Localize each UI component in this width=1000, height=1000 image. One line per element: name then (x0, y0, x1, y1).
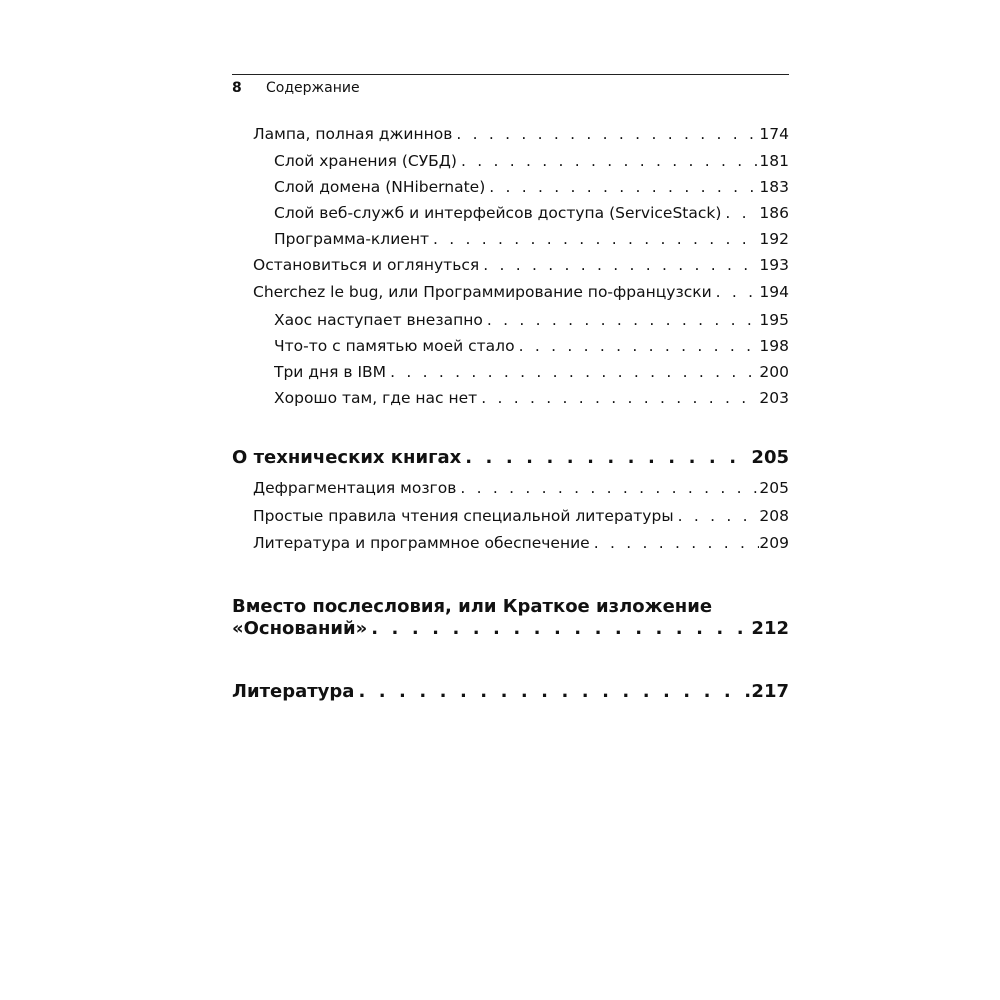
toc-entry-title: Остановиться и оглянуться (253, 256, 480, 274)
page-number: 8 (232, 80, 242, 96)
dot-leader (712, 283, 760, 301)
toc-entry-page: 203 (759, 389, 789, 407)
toc-entry-title: Дефрагментация мозгов (253, 479, 457, 497)
toc-entry[interactable] (274, 230, 789, 248)
toc-entry-page: 205 (759, 479, 789, 497)
dot-leader (386, 363, 759, 381)
dot-leader (515, 337, 760, 355)
toc-entry-page: 208 (759, 507, 789, 525)
toc-entry-page: 186 (759, 204, 789, 222)
toc-entry-page: 183 (759, 178, 789, 196)
toc-entry-title: Хорошо там, где нас нет (274, 389, 478, 407)
dot-leader (479, 256, 759, 274)
toc-entry-page: 174 (759, 125, 789, 143)
toc-chapter-page: 212 (751, 618, 789, 639)
running-title: Содержание (266, 80, 360, 96)
toc-entry-title: Хаос наступает внезапно (274, 311, 483, 329)
toc-chapter-title: Литература (232, 681, 355, 702)
toc-entry-page: 209 (759, 534, 789, 552)
toc-entry[interactable] (253, 125, 789, 143)
dot-leader (483, 311, 760, 329)
dot-leader (461, 447, 751, 468)
dot-leader (590, 534, 760, 552)
toc-entry[interactable] (253, 479, 789, 497)
toc-entry-page: 198 (759, 337, 789, 355)
dot-leader (674, 507, 760, 525)
toc-entry-page: 194 (759, 283, 789, 301)
toc-entry-page: 193 (759, 256, 789, 274)
toc-chapter-page: 205 (751, 447, 789, 468)
toc-entry[interactable] (253, 283, 789, 301)
running-header (232, 74, 789, 96)
dot-leader (456, 479, 759, 497)
toc-chapter-page: 217 (751, 681, 789, 702)
toc-entry-page: 181 (759, 152, 789, 170)
dot-leader (485, 178, 759, 196)
toc-entry[interactable] (274, 311, 789, 329)
toc-entry[interactable] (253, 256, 789, 274)
toc-chapter-title: О технических книгах (232, 447, 462, 468)
toc-entry[interactable] (274, 152, 789, 170)
toc-entry[interactable] (274, 389, 789, 407)
dot-leader (367, 618, 751, 639)
toc-entry[interactable] (274, 363, 789, 381)
dot-leader (477, 389, 759, 407)
toc-entry[interactable] (274, 178, 789, 196)
toc-entry[interactable] (274, 204, 789, 222)
toc-entry-title: Слой веб-служб и интерфейсов доступа (ServiceStack) (274, 204, 722, 222)
toc-entry-title: Простые правила чтения специальной литературы (253, 507, 674, 525)
dot-leader (452, 125, 759, 143)
dot-leader (429, 230, 759, 248)
toc-chapter-title: «Оснований» (232, 618, 368, 639)
toc-chapter-title-line1[interactable]: Вместо послесловия, или Краткое изложение (232, 596, 713, 617)
dot-leader (721, 204, 759, 222)
toc-entry[interactable] (253, 507, 789, 525)
toc-entry-page: 192 (759, 230, 789, 248)
toc-entry-title: Лампа, полная джиннов (253, 125, 453, 143)
toc-entry-page: 195 (759, 311, 789, 329)
toc-entry[interactable] (253, 534, 789, 552)
toc-entry-title: Литература и программное обеспечение (253, 534, 590, 552)
toc-entry-title: Cherchez le bug, или Программирование по-французски (253, 283, 712, 301)
toc-chapter[interactable] (232, 681, 789, 702)
toc-entry[interactable] (274, 337, 789, 355)
toc-chapter[interactable] (232, 618, 789, 639)
dot-leader (354, 681, 751, 702)
toc-entry-title: Три дня в IBM (274, 363, 387, 381)
toc-entry-page: 200 (759, 363, 789, 381)
toc-chapter[interactable] (232, 447, 789, 468)
toc-entry-title: Программа-клиент (274, 230, 429, 248)
toc-entry-title: Что-то с памятью моей стало (274, 337, 515, 355)
toc-entry-title: Слой домена (NHibernate) (274, 178, 486, 196)
toc-entry-title: Слой хранения (СУБД) (274, 152, 457, 170)
dot-leader (457, 152, 759, 170)
